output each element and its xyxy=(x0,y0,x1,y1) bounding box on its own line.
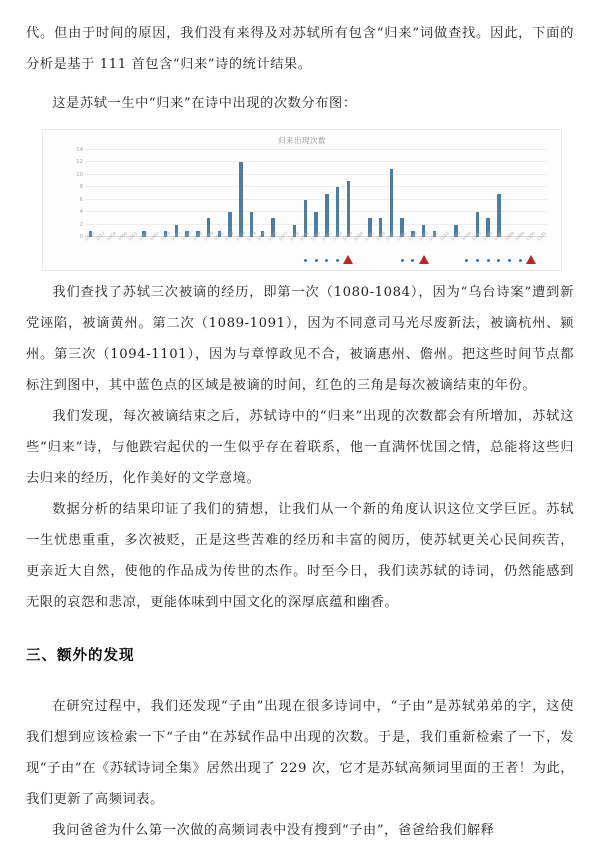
y-axis-tick-label: 4 xyxy=(79,209,83,216)
x-axis-tick-label: 1060 xyxy=(117,231,129,243)
bar xyxy=(336,187,339,237)
y-axis-tick-label: 14 xyxy=(76,147,83,153)
spacer xyxy=(26,618,574,644)
bar-slot xyxy=(354,150,365,237)
marker-slot xyxy=(257,256,268,266)
marker-slot xyxy=(182,256,193,266)
bar-slot xyxy=(429,150,440,237)
bar-series xyxy=(85,150,547,237)
bar-slot xyxy=(150,150,161,237)
chart-title: 归来出现次数 xyxy=(278,136,326,145)
x-axis-tick-label: 1075 xyxy=(256,231,269,243)
marker-slot xyxy=(429,256,440,266)
bar-slot xyxy=(128,150,139,237)
y-axis-tick-label: 2 xyxy=(79,221,83,228)
bar-slot xyxy=(526,150,537,237)
bar-slot xyxy=(160,150,171,237)
exile-period-dot-icon xyxy=(304,259,307,262)
marker-slot xyxy=(85,256,96,266)
marker-slot xyxy=(515,256,526,266)
spacer xyxy=(26,665,574,691)
exile-end-triangle-icon xyxy=(419,255,429,264)
marker-slot xyxy=(397,256,408,266)
bar-slot xyxy=(322,150,333,237)
x-axis-tick-label: 1097 xyxy=(493,231,505,243)
paragraph-4: 我们发现，每次被谪结束之后，苏轼诗中的“归来”出现的次数都会有所增加，苏轼这些“归来”诗，与他跌宕起伏的一生似乎存在着联系，他一直满怀忧国之情，总能将这些归去归来的经历，化作美好的文学意境。 xyxy=(26,409,574,486)
marker-slot xyxy=(451,256,462,266)
x-axis-tick-label: 1078 xyxy=(289,231,301,243)
exile-period-dot-icon xyxy=(315,259,318,262)
marker-slot xyxy=(483,256,494,266)
x-axis-tick-label: 1095 xyxy=(471,231,484,243)
bar-slot xyxy=(537,150,548,237)
exile-end-triangle-icon xyxy=(343,255,353,264)
bar-slot xyxy=(225,150,236,237)
bar-slot xyxy=(472,150,483,237)
x-axis-tick-label: 1071 xyxy=(213,231,226,243)
x-axis-tick-label: 1056 xyxy=(84,231,97,243)
marker-slot xyxy=(386,256,397,266)
marker-slot xyxy=(354,256,365,266)
bar-slot xyxy=(257,150,268,237)
marker-slot xyxy=(418,256,429,266)
bar xyxy=(347,181,350,237)
x-axis-tick-label: 1080 xyxy=(310,231,322,243)
bar-slot xyxy=(182,150,193,237)
chart-plot-area xyxy=(85,150,547,237)
bar-slot xyxy=(203,150,214,237)
paragraph-3: 我们查找了苏轼三次被谪的经历，即第一次（1080-1084），因为“乌台诗案”遭到新党诬陷，被谪黄州。第二次（1089-1091），因为不同意司马光尽废新法，被谪杭州、颍州。第三次（1094-1101），因为与章惇政见不合，被谪惠州、儋州。把这些时间节点都标注到图中，其中蓝色点的区域是被谪的时间，红色的三角是每次被谪结束的年份。 xyxy=(26,285,574,393)
x-axis-tick-label: 1064 xyxy=(160,231,172,243)
marker-slot xyxy=(472,256,483,266)
marker-slot xyxy=(408,256,419,266)
x-axis-tick-label: 1068 xyxy=(192,231,204,243)
exile-period-dot-icon xyxy=(465,259,468,262)
x-axis-tick-label: 1063 xyxy=(149,231,161,243)
bar-slot xyxy=(193,150,204,237)
x-axis-tick-label: 1079 xyxy=(299,231,312,243)
bar-slot xyxy=(279,150,290,237)
paragraph-1: 代。但由于时间的原因，我们没有来得及对苏轼所有包含“归来”词做查找。因此，下面的分析是基于 111 首包含“归来”诗的统计结果。 xyxy=(26,26,574,72)
bar xyxy=(390,169,393,237)
marker-slot xyxy=(96,256,107,266)
y-axis-tick-label: 10 xyxy=(76,171,83,178)
bar-slot xyxy=(515,150,526,237)
marker-slot xyxy=(289,256,300,266)
bar-slot xyxy=(311,150,322,237)
marker-slot xyxy=(236,256,247,266)
bar-slot xyxy=(332,150,343,237)
marker-slot xyxy=(343,256,354,266)
bar-slot xyxy=(418,150,429,237)
y-axis-labels xyxy=(65,144,83,243)
marker-slot xyxy=(225,256,236,266)
marker-slot xyxy=(537,256,548,266)
marker-slot xyxy=(268,256,279,266)
bar-slot xyxy=(300,150,311,237)
exile-period-dot-icon xyxy=(476,259,479,262)
x-axis-tick-label: 1098 xyxy=(504,231,516,243)
bar-slot xyxy=(397,150,408,237)
marker-slot xyxy=(494,256,505,266)
marker-slot xyxy=(107,256,118,266)
paragraph-2-chart-intro: 这是苏轼一生中“归来”在诗中出现的次数分布图： xyxy=(52,96,357,111)
bar-slot xyxy=(386,150,397,237)
spacer xyxy=(26,80,574,88)
marker-slot xyxy=(139,256,150,266)
marker-slot xyxy=(160,256,171,266)
bar-slot xyxy=(214,150,225,237)
paragraph-6: 在研究过程中，我们还发现“子由”出现在很多诗词中，“子由”是苏轼弟弟的字，这使我们想到应该检索一下“子由”在苏轼作品中出现的次数。于是，我们重新检索了一下，发现“子由”在《苏轼诗词全集》居然出现了 229 次，它才是苏轼高频词里面的王者！为此，我们更新了高频词表。 xyxy=(26,699,574,807)
x-axis-tick-label: 1089 xyxy=(407,231,419,243)
x-axis-tick-label: 1091 xyxy=(428,231,441,243)
x-axis-tick-label: 1061 xyxy=(127,231,140,243)
x-axis-tick-label: 1069 xyxy=(203,231,215,243)
x-axis-tick-label: 1088 xyxy=(396,231,408,243)
marker-slot xyxy=(504,256,515,266)
bar-slot xyxy=(408,150,419,237)
x-axis-tick-label: 1082 xyxy=(332,231,344,243)
y-axis-tick-label: 6 xyxy=(79,196,83,203)
marker-slot xyxy=(311,256,322,266)
marker-slot xyxy=(440,256,451,266)
x-axis-tick-label: 1081 xyxy=(321,231,333,243)
marker-slot xyxy=(150,256,161,266)
exile-period-dot-icon xyxy=(325,259,328,262)
bar-slot xyxy=(107,150,118,237)
x-axis-tick-label: 1087 xyxy=(385,231,398,243)
marker-slot xyxy=(365,256,376,266)
bar-slot xyxy=(117,150,128,237)
x-axis-tick-label: 1092 xyxy=(439,231,451,243)
bar-slot xyxy=(171,150,182,237)
marker-slot xyxy=(171,256,182,266)
bar-slot xyxy=(96,150,107,237)
exile-period-dot-icon xyxy=(487,259,490,262)
x-axis-tick-label: 1057 xyxy=(95,231,107,243)
bar-slot xyxy=(139,150,150,237)
bar-chart xyxy=(42,129,562,271)
x-axis-tick-label: 1073 xyxy=(235,231,247,243)
exile-markers xyxy=(85,256,547,266)
marker-slot xyxy=(128,256,139,266)
exile-end-triangle-icon xyxy=(526,255,536,264)
exile-period-dot-icon xyxy=(336,259,339,262)
marker-slot xyxy=(203,256,214,266)
x-axis-tick-label: 1065 xyxy=(170,231,183,243)
chart-container xyxy=(26,129,574,271)
marker-slot xyxy=(246,256,257,266)
x-axis-tick-label: 1066 xyxy=(181,231,193,243)
section-heading-3: 三、额外的发现 xyxy=(26,648,135,664)
x-axis-tick-label: 1076 xyxy=(267,231,279,243)
x-axis-tick-label: 1090 xyxy=(418,231,430,243)
x-axis-tick-label: 1074 xyxy=(246,231,258,243)
x-axis-tick-label: 1096 xyxy=(482,231,494,243)
bar-slot xyxy=(289,150,300,237)
exile-period-dot-icon xyxy=(401,259,404,262)
marker-slot xyxy=(193,256,204,266)
bar-slot xyxy=(236,150,247,237)
bar-slot xyxy=(246,150,257,237)
y-axis-tick-label: 8 xyxy=(79,184,83,191)
bar-slot xyxy=(451,150,462,237)
x-axis-tick-label: 1094 xyxy=(461,231,473,243)
x-axis-tick-label: 1100 xyxy=(525,231,537,243)
bar-slot xyxy=(365,150,376,237)
paragraph-7: 我问爸爸为什么第一次做的高频词表中没有搜到“子由”，爸爸给我们解释 xyxy=(52,823,495,838)
exile-period-dot-icon xyxy=(508,259,511,262)
x-axis-tick-label: 1077 xyxy=(278,231,290,243)
x-axis-tick-label: 1083 xyxy=(342,231,355,243)
bar-slot xyxy=(504,150,515,237)
marker-slot xyxy=(322,256,333,266)
y-axis-tick-label: 12 xyxy=(76,159,83,166)
bar-slot xyxy=(343,150,354,237)
bar-slot xyxy=(461,150,472,237)
bar xyxy=(239,162,242,237)
marker-slot xyxy=(279,256,290,266)
bar-slot xyxy=(85,150,96,237)
bar-slot xyxy=(494,150,505,237)
exile-period-dot-icon xyxy=(519,259,522,262)
x-axis-tick-label: 1085 xyxy=(364,231,376,243)
marker-slot xyxy=(461,256,472,266)
marker-slot xyxy=(117,256,128,266)
x-axis-tick-label: 1062 xyxy=(138,231,150,243)
x-axis-tick-label: 1072 xyxy=(224,231,236,243)
x-axis-tick-label: 1084 xyxy=(353,231,365,243)
x-axis-tick-label: 1101 xyxy=(536,231,548,243)
bar-slot xyxy=(375,150,386,237)
exile-period-dot-icon xyxy=(497,259,500,262)
x-axis-tick-label: 1086 xyxy=(375,231,387,243)
exile-period-dot-icon xyxy=(411,259,414,262)
marker-slot xyxy=(332,256,343,266)
x-axis-tick-label: 1099 xyxy=(514,231,527,243)
x-axis-tick-label: 1059 xyxy=(106,231,118,243)
marker-slot xyxy=(526,256,537,266)
bar-slot xyxy=(440,150,451,237)
marker-slot xyxy=(214,256,225,266)
paragraph-5: 数据分析的结果印证了我们的猜想，让我们从一个新的角度认识这位文学巨匠。苏轼一生忧患重重，多次被贬，正是这些苦难的经历和丰富的阅历，使苏轼更关心民间疾苦，更亲近大自然，使他的作品成为传世的杰作。时至今日，我们读苏轼的诗词，仍然能感到无限的哀怨和悲凉，更能体味到中国文化的深厚底蕴和幽香。 xyxy=(26,502,574,610)
bar-slot xyxy=(483,150,494,237)
y-axis-tick-label: 0 xyxy=(79,234,83,240)
marker-slot xyxy=(300,256,311,266)
marker-slot xyxy=(375,256,386,266)
bar-slot xyxy=(268,150,279,237)
x-axis-tick-label: 1093 xyxy=(450,231,462,243)
